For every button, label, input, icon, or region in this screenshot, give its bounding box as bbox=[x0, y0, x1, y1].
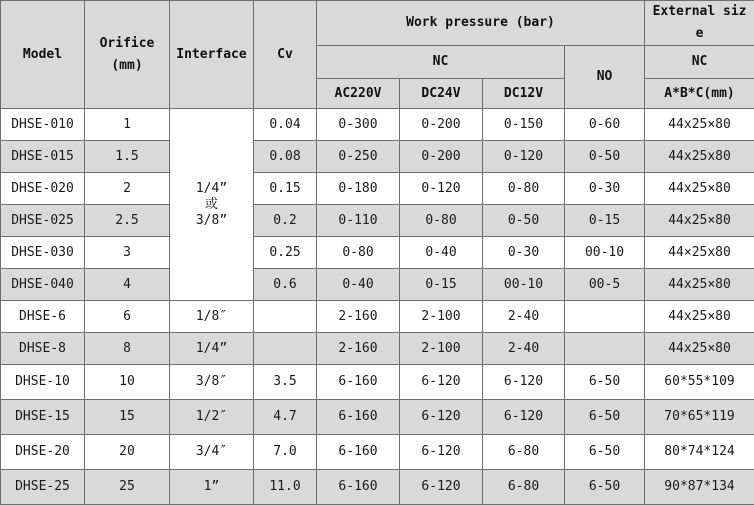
cell-interface: 3/4″ bbox=[170, 435, 254, 470]
header-cv: Cv bbox=[254, 1, 317, 109]
cell-model: DHSE-010 bbox=[1, 109, 85, 141]
cell-cv: 0.08 bbox=[254, 141, 317, 173]
cell-orifice: 15 bbox=[85, 400, 170, 435]
header-abc: A*B*C(mm) bbox=[645, 79, 754, 109]
cell-no: 0-30 bbox=[565, 173, 645, 205]
table-row bbox=[1, 400, 754, 435]
table-row bbox=[1, 237, 754, 269]
table-row bbox=[1, 435, 754, 470]
cell-model: DHSE-020 bbox=[1, 173, 85, 205]
cell-ac220v: 6-160 bbox=[317, 435, 400, 470]
header-dc12v: DC12V bbox=[483, 79, 565, 109]
cell-ac220v: 0-250 bbox=[317, 141, 400, 173]
cell-size: 44x25×80 bbox=[645, 109, 754, 141]
cell-dc12v: 6-80 bbox=[483, 470, 565, 505]
cell-size: 44x25×80 bbox=[645, 269, 754, 301]
cell-cv bbox=[254, 301, 317, 333]
cell-no: 6-50 bbox=[565, 435, 645, 470]
cell-ac220v: 6-160 bbox=[317, 400, 400, 435]
cell-dc12v: 0-120 bbox=[483, 141, 565, 173]
header-model: Model bbox=[1, 1, 85, 109]
cell-dc12v: 0-50 bbox=[483, 205, 565, 237]
cell-interface-merged bbox=[170, 109, 254, 301]
header-no: NO bbox=[565, 46, 645, 109]
cell-cv: 0.2 bbox=[254, 205, 317, 237]
cell-dc12v: 00-10 bbox=[483, 269, 565, 301]
cell-dc12v: 6-120 bbox=[483, 365, 565, 400]
cell-ac220v: 2-160 bbox=[317, 301, 400, 333]
header-external-size: External size bbox=[645, 1, 754, 46]
cell-model: DHSE-8 bbox=[1, 333, 85, 365]
table-row bbox=[1, 141, 754, 173]
cell-ac220v: 0-40 bbox=[317, 269, 400, 301]
cell-size: 44x25x80 bbox=[645, 141, 754, 173]
cell-dc24v: 6-120 bbox=[400, 470, 483, 505]
cell-size: 44x25×80 bbox=[645, 301, 754, 333]
cell-model: DHSE-015 bbox=[1, 141, 85, 173]
cell-model: DHSE-030 bbox=[1, 237, 85, 269]
cell-cv: 4.7 bbox=[254, 400, 317, 435]
cell-model: DHSE-10 bbox=[1, 365, 85, 400]
cell-dc12v: 0-150 bbox=[483, 109, 565, 141]
cell-no: 6-50 bbox=[565, 470, 645, 505]
cell-interface: 1/2″ bbox=[170, 400, 254, 435]
cell-dc24v: 0-200 bbox=[400, 109, 483, 141]
table-row bbox=[1, 333, 754, 365]
cell-interface: 1” bbox=[170, 470, 254, 505]
cell-dc24v: 6-120 bbox=[400, 435, 483, 470]
table-row bbox=[1, 269, 754, 301]
cell-dc24v: 2-100 bbox=[400, 333, 483, 365]
cell-dc24v: 6-120 bbox=[400, 400, 483, 435]
header-interface: Interface bbox=[170, 1, 254, 109]
cell-size: 80*74*124 bbox=[645, 435, 754, 470]
cell-cv: 0.15 bbox=[254, 173, 317, 205]
cell-dc12v: 2-40 bbox=[483, 333, 565, 365]
cell-dc12v: 2-40 bbox=[483, 301, 565, 333]
cell-size: 70*65*119 bbox=[645, 400, 754, 435]
table-row bbox=[1, 301, 754, 333]
cell-size: 90*87*134 bbox=[645, 470, 754, 505]
cell-orifice: 10 bbox=[85, 365, 170, 400]
cell-dc24v: 6-120 bbox=[400, 365, 483, 400]
header-ext-nc: NC bbox=[645, 46, 754, 79]
cell-size: 44x25×80 bbox=[645, 205, 754, 237]
cell-orifice: 6 bbox=[85, 301, 170, 333]
cell-dc12v: 6-80 bbox=[483, 435, 565, 470]
cell-no bbox=[565, 333, 645, 365]
interface-line-2: 或 bbox=[170, 197, 253, 213]
cell-orifice: 1 bbox=[85, 109, 170, 141]
interface-line-3: 3/8” bbox=[170, 213, 253, 229]
cell-ac220v: 2-160 bbox=[317, 333, 400, 365]
cell-cv: 0.04 bbox=[254, 109, 317, 141]
cell-orifice: 8 bbox=[85, 333, 170, 365]
cell-ac220v: 6-160 bbox=[317, 470, 400, 505]
cell-cv: 11.0 bbox=[254, 470, 317, 505]
cell-size: 44x25×80 bbox=[645, 173, 754, 205]
cell-dc24v: 2-100 bbox=[400, 301, 483, 333]
cell-no: 6-50 bbox=[565, 365, 645, 400]
cell-dc12v: 6-120 bbox=[483, 400, 565, 435]
cell-no: 6-50 bbox=[565, 400, 645, 435]
cell-dc24v: 0-120 bbox=[400, 173, 483, 205]
cell-orifice: 2 bbox=[85, 173, 170, 205]
cell-orifice: 25 bbox=[85, 470, 170, 505]
cell-model: DHSE-25 bbox=[1, 470, 85, 505]
cell-dc12v: 0-80 bbox=[483, 173, 565, 205]
cell-interface: 1/4” bbox=[170, 333, 254, 365]
cell-no: 0-60 bbox=[565, 109, 645, 141]
cell-ac220v: 0-80 bbox=[317, 237, 400, 269]
cell-no: 00-10 bbox=[565, 237, 645, 269]
cell-model: DHSE-20 bbox=[1, 435, 85, 470]
header-work-pressure: Work pressure (bar) bbox=[317, 1, 645, 46]
header-nc: NC bbox=[317, 46, 565, 79]
cell-ac220v: 6-160 bbox=[317, 365, 400, 400]
cell-dc24v: 0-40 bbox=[400, 237, 483, 269]
interface-line-1: 1/4” bbox=[170, 181, 253, 197]
cell-size: 60*55*109 bbox=[645, 365, 754, 400]
cell-cv bbox=[254, 333, 317, 365]
cell-dc24v: 0-80 bbox=[400, 205, 483, 237]
cell-size: 44×25x80 bbox=[645, 237, 754, 269]
header-dc24v: DC24V bbox=[400, 79, 483, 109]
cell-model: DHSE-15 bbox=[1, 400, 85, 435]
table-row bbox=[1, 173, 754, 205]
cell-interface: 1/8″ bbox=[170, 301, 254, 333]
cell-orifice: 1.5 bbox=[85, 141, 170, 173]
cell-orifice: 4 bbox=[85, 269, 170, 301]
header-orifice: Orifice (mm) bbox=[85, 1, 170, 109]
table-row bbox=[1, 205, 754, 237]
cell-cv: 0.6 bbox=[254, 269, 317, 301]
cell-orifice: 3 bbox=[85, 237, 170, 269]
cell-cv: 3.5 bbox=[254, 365, 317, 400]
cell-dc24v: 0-15 bbox=[400, 269, 483, 301]
cell-dc24v: 0-200 bbox=[400, 141, 483, 173]
cell-ac220v: 0-300 bbox=[317, 109, 400, 141]
cell-dc12v: 0-30 bbox=[483, 237, 565, 269]
cell-ac220v: 0-180 bbox=[317, 173, 400, 205]
cell-no bbox=[565, 301, 645, 333]
cell-orifice: 2.5 bbox=[85, 205, 170, 237]
cell-orifice: 20 bbox=[85, 435, 170, 470]
cell-model: DHSE-040 bbox=[1, 269, 85, 301]
cell-no: 0-15 bbox=[565, 205, 645, 237]
cell-cv: 7.0 bbox=[254, 435, 317, 470]
cell-model: DHSE-025 bbox=[1, 205, 85, 237]
cell-interface: 3/8″ bbox=[170, 365, 254, 400]
table-row bbox=[1, 365, 754, 400]
table-row bbox=[1, 470, 754, 505]
cell-no: 0-50 bbox=[565, 141, 645, 173]
cell-no: 00-5 bbox=[565, 269, 645, 301]
cell-model: DHSE-6 bbox=[1, 301, 85, 333]
cell-size: 44x25×80 bbox=[645, 333, 754, 365]
cell-cv: 0.25 bbox=[254, 237, 317, 269]
cell-ac220v: 0-110 bbox=[317, 205, 400, 237]
table-row bbox=[1, 109, 754, 141]
header-ac220v: AC220V bbox=[317, 79, 400, 109]
